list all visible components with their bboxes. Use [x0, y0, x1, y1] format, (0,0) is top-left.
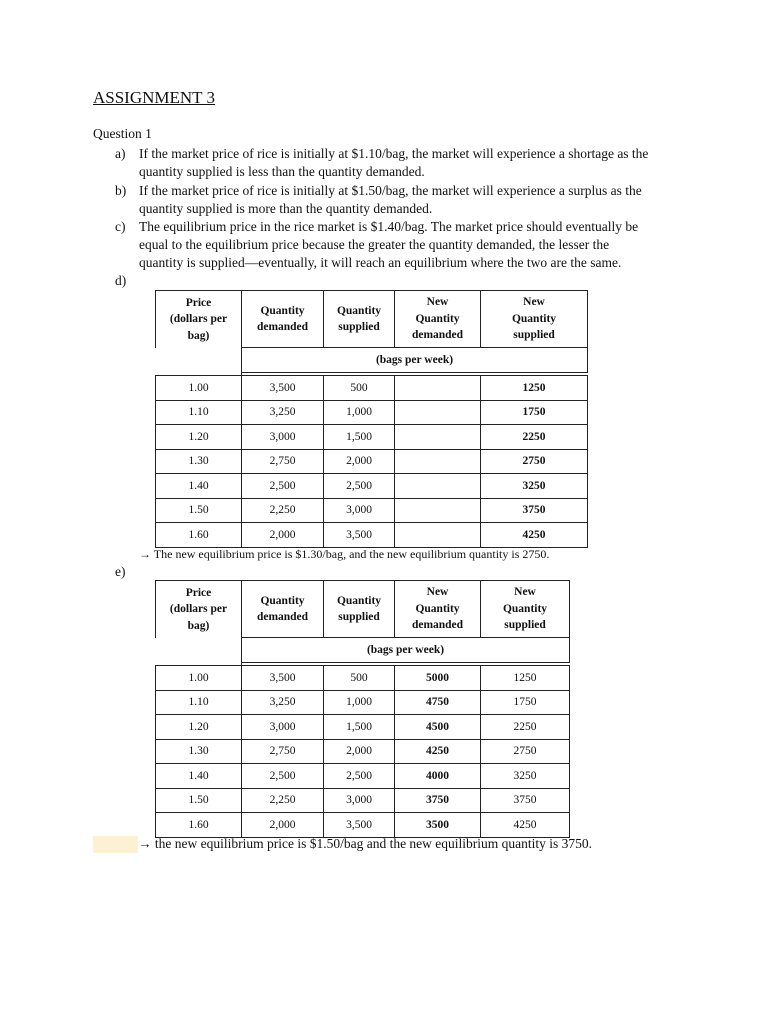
answer-b-line-1: If the market price of rice is initially at $1.50/bag, the market will experience a surplus as the: [139, 183, 642, 198]
answer-a-line-1: If the market price of rice is initially at $1.10/bag, the market will experience a shortage as the: [139, 146, 649, 161]
table-row: 1.50 2,250 3,000 3750 3750: [156, 788, 570, 813]
question-label: Question 1: [93, 126, 152, 141]
header-quantity-supplied: Quantity supplied: [324, 291, 395, 348]
table-row: 1.00 3,500 500 1250: [156, 376, 588, 401]
equilibrium-note-d: → The new equilibrium price is $1.30/bag, and the new equilibrium quantity is 2750.: [139, 547, 550, 561]
table-row: 1.00 3,500 500 5000 1250: [156, 666, 570, 691]
table-row: 1.40 2,500 2,500 3250: [156, 474, 588, 499]
answer-c-line-3: quantity is supplied—eventually, it will reach an equilibrium where the two are the same.: [139, 255, 622, 270]
answer-e-marker: e): [115, 564, 126, 579]
units-label: (bags per week): [242, 348, 588, 373]
answer-a-marker: a): [115, 146, 126, 161]
header-new-quantity-demanded: New Quantity demanded: [395, 581, 481, 638]
table-d: [155, 290, 588, 548]
header-quantity-demanded: Quantity demanded: [242, 581, 324, 638]
header-new-quantity-demanded: New Quantity demanded: [395, 291, 481, 348]
answer-c-line-1: The equilibrium price in the rice market is $1.40/bag. The market price should eventually be: [139, 219, 639, 234]
table-row: 1.40 2,500 2,500 4000 3250: [156, 764, 570, 789]
table-row: 1.20 3,000 1,500 2250: [156, 425, 588, 450]
table-row: 1.60 2,000 3,500 4250: [156, 523, 588, 548]
table-row: 1.20 3,000 1,500 4500 2250: [156, 715, 570, 740]
answer-c-line-2: equal to the equilibrium price because the greater the quantity demanded, the lesser the: [139, 237, 610, 252]
table-row: 1.30 2,750 2,000 2750: [156, 449, 588, 474]
header-price: Price (dollars per bag): [156, 581, 242, 638]
answer-c-marker: c): [115, 219, 126, 234]
table-e: [155, 580, 570, 838]
answer-b-marker: b): [115, 183, 127, 198]
header-price: Price (dollars per bag): [156, 291, 242, 348]
header-quantity-demanded: Quantity demanded: [242, 291, 324, 348]
table-row: 1.30 2,750 2,000 4250 2750: [156, 739, 570, 764]
answer-a-line-2: quantity supplied is less than the quantity demanded.: [139, 164, 425, 179]
text-highlight: [93, 836, 138, 853]
table-row: 1.10 3,250 1,000 4750 1750: [156, 690, 570, 715]
answer-b-line-2: quantity supplied is more than the quantity demanded.: [139, 201, 433, 216]
table-row: 1.50 2,250 3,000 3750: [156, 498, 588, 523]
units-label: (bags per week): [242, 638, 570, 663]
header-new-quantity-supplied: New Quantity supplied: [481, 291, 588, 348]
header-quantity-supplied: Quantity supplied: [324, 581, 395, 638]
document-title: ASSIGNMENT 3: [93, 88, 216, 107]
table-row: 1.10 3,250 1,000 1750: [156, 400, 588, 425]
table-row: 1.60 2,000 3,500 3500 4250: [156, 813, 570, 838]
answer-d-marker: d): [115, 273, 127, 288]
equilibrium-note-e: → the new equilibrium price is $1.50/bag and the new equilibrium quantity is 3750.: [138, 836, 593, 851]
header-new-quantity-supplied: New Quantity supplied: [481, 581, 570, 638]
